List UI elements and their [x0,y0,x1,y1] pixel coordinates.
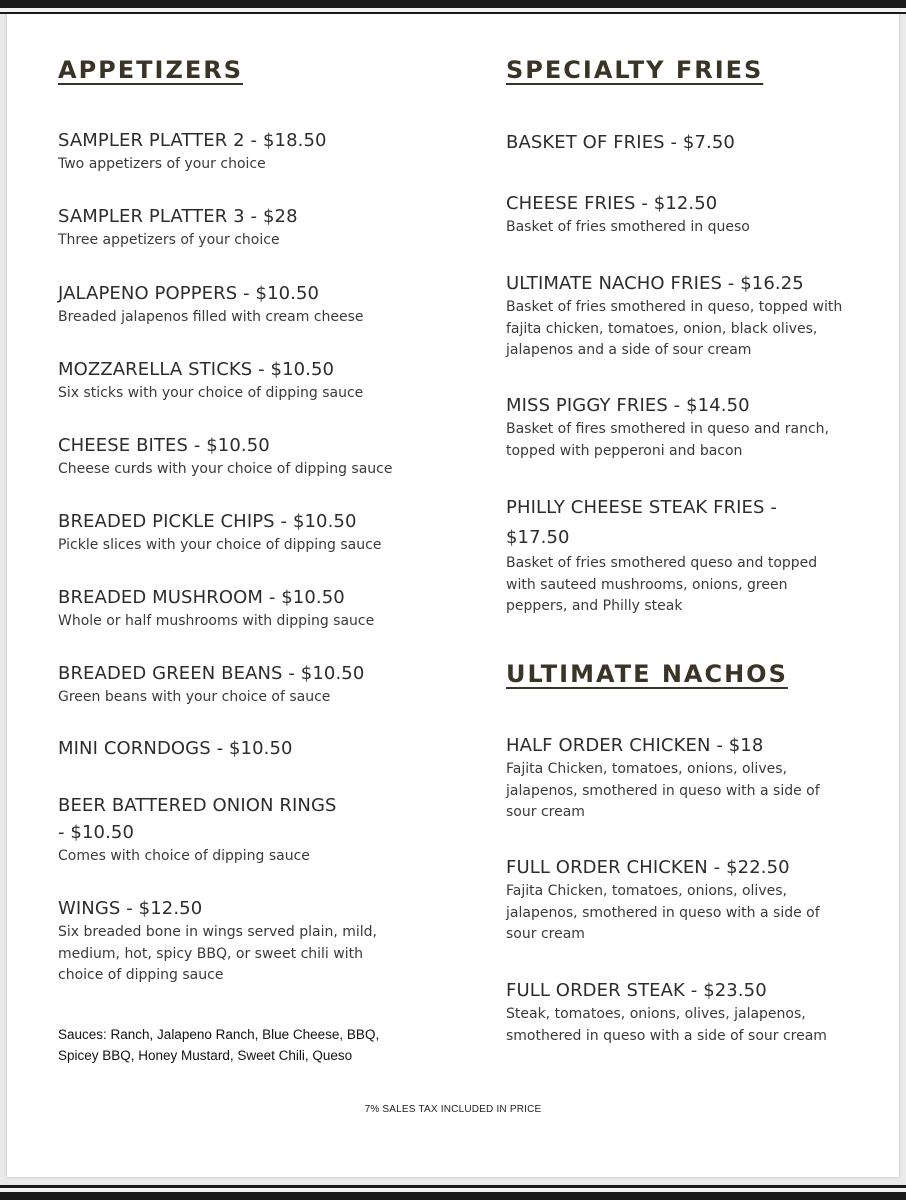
menu-item [506,190,866,239]
menu-item-description: Two appetizers of your choice [58,156,266,172]
menu-item-description: Green beans with your choice of sauce [58,689,331,705]
menu-item-title: WINGS - $12.50 [58,898,203,919]
menu-item-title: BREADED MUSHROOM - $10.50 [58,587,345,608]
menu-item [58,127,438,176]
menu-item-title: MINI CORNDOGS - $10.50 [58,738,293,759]
menu-item-description: Basket of fires smothered in queso and ranch, topped with pepperoni and bacon [506,421,829,459]
menu-item-title: ULTIMATE NACHO FRIES - $16.25 [506,273,804,294]
sales-tax-note: 7% SALES TAX INCLUDED IN PRICE [364,1104,542,1115]
menu-item-description: Pickle slices with your choice of dipping sauce [58,537,382,553]
menu-page [7,14,899,1177]
menu-item-description: Cheese curds with your choice of dipping sauce [58,461,393,477]
ultimate-nachos-heading: ULTIMATE NACHOS [506,660,788,688]
menu-item [506,493,836,618]
menu-item-title: JALAPENO POPPERS - $10.50 [58,283,320,304]
menu-item-title: BREADED GREEN BEANS - $10.50 [58,663,365,684]
menu-item [58,432,438,481]
menu-item [58,895,388,987]
menu-item [58,792,438,868]
menu-item-description: Six breaded bone in wings served plain, mild, medium, hot, spicy BBQ, or sweet chili with choice of dipping sauce [58,924,377,983]
menu-item-description: Steak, tomatoes, onions, olives, jalapenos, smothered in queso with a side of sour cream [506,1006,827,1044]
menu-item [58,660,438,709]
menu-item-title: BREADED PICKLE CHIPS - $10.50 [58,511,357,532]
menu-item [506,392,846,462]
menu-item [58,280,438,329]
menu-item-title: SAMPLER PLATTER 3 - $28 [58,206,298,227]
menu-item-description: Six sticks with your choice of dipping sauce [58,385,364,401]
menu-item [506,854,836,946]
sauces-note: Sauces: Ranch, Jalapeno Ranch, Blue Cheese, BBQ, Spicey BBQ, Honey Mustard, Sweet Chili, Queso [58,1027,380,1063]
menu-item-description: Three appetizers of your choice [58,232,280,248]
menu-item-title: PHILLY CHEESE STEAK FRIES - $17.50 [506,497,777,548]
menu-item [58,508,438,557]
menu-item-description: Basket of fries smothered in queso [506,219,750,235]
menu-item-description: Whole or half mushrooms with dipping sauce [58,613,375,629]
menu-item [506,270,851,362]
menu-item [506,129,866,156]
menu-item [506,732,836,824]
specialty-fries-heading: SPECIALTY FRIES [506,56,764,84]
menu-item [58,356,438,405]
menu-item-title: FULL ORDER CHICKEN - $22.50 [506,857,790,878]
menu-item [58,735,438,762]
menu-item-title: FULL ORDER STEAK - $23.50 [506,980,767,1001]
menu-item-description: Comes with choice of dipping sauce [58,848,310,864]
menu-item-title: CHEESE BITES - $10.50 [58,435,270,456]
menu-item-description: Breaded jalapenos filled with cream cheese [58,309,364,325]
menu-item-description: Basket of fries smothered in queso, topped with fajita chicken, tomatoes, onion, black olives, jalapenos and a side of sour cream [506,299,843,358]
menu-item-title: BASKET OF FRIES - $7.50 [506,132,735,153]
menu-item-description: Fajita Chicken, tomatoes, onions, olives, jalapenos, smothered in queso with a side of sour cream [506,761,820,820]
menu-item-description: Basket of fries smothered queso and topped with sauteed mushrooms, onions, green peppers, and Philly steak [506,555,818,614]
top-border-line [0,8,906,12]
menu-item-title: HALF ORDER CHICKEN - $18 [506,735,764,756]
menu-item [58,203,438,252]
menu-item [506,977,851,1047]
menu-item-title: MOZZARELLA STICKS - $10.50 [58,359,335,380]
menu-item-title: BEER BATTERED ONION RINGS - $10.50 [58,795,337,843]
menu-item-description: Fajita Chicken, tomatoes, onions, olives, jalapenos, smothered in queso with a side of sour cream [506,883,820,942]
menu-item-title: MISS PIGGY FRIES - $14.50 [506,395,750,416]
appetizers-heading: APPETIZERS [58,56,244,84]
menu-item-title: SAMPLER PLATTER 2 - $18.50 [58,130,327,151]
menu-item [58,584,438,633]
bottom-border-line [0,1188,906,1192]
menu-item-title: CHEESE FRIES - $12.50 [506,193,718,214]
